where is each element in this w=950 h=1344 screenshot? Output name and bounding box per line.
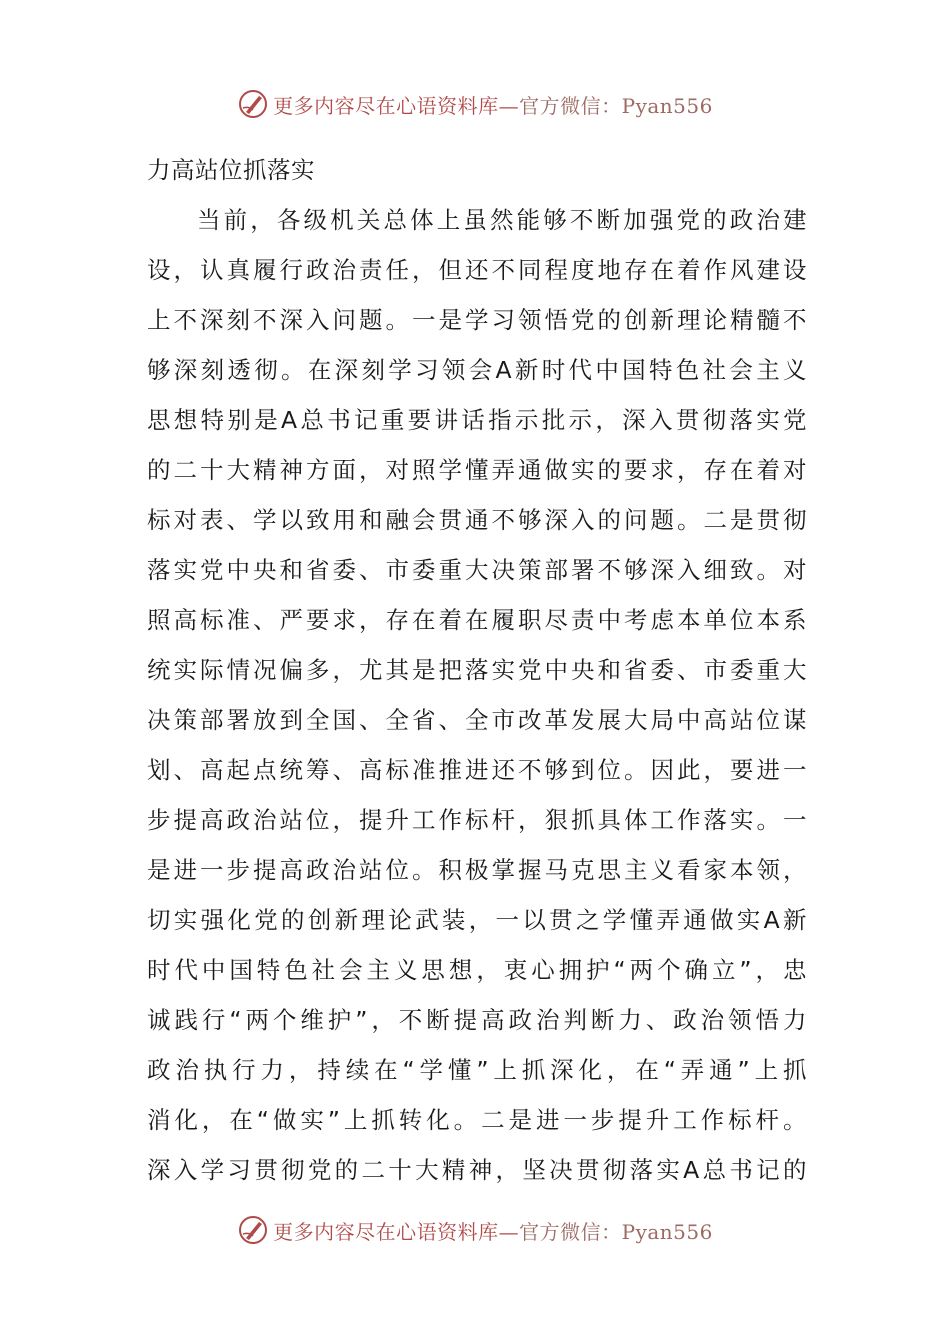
text-line: 上不深刻不深入问题。一是学习领悟党的创新理论精髓不 <box>147 306 807 334</box>
document-body <box>147 145 807 1195</box>
text-line: 统实际情况偏多，尤其是把落实党中央和省委、市委重大 <box>147 656 807 684</box>
text-line: 时代中国特色社会主义思想，衷心拥护“两个确立”，忠 <box>147 956 807 984</box>
text-line: 步提高政治站位，提升工作标杆，狠抓具体工作落实。一 <box>147 806 807 834</box>
text-line: 思想特别是A总书记重要讲话指示批示，深入贯彻落实党 <box>147 406 807 434</box>
text-line: 诚践行“两个维护”，不断提高政治判断力、政治领悟力 <box>147 1006 807 1034</box>
text-line: 是进一步提高政治站位。积极掌握马克思主义看家本领， <box>147 856 807 884</box>
text-line: 标对表、学以致用和融会贯通不够深入的问题。二是贯彻 <box>147 506 807 534</box>
text-line: 深入学习贯彻党的二十大精神，坚决贯彻落实A总书记的 <box>147 1156 807 1184</box>
pen-logo-icon <box>237 88 269 120</box>
watermark-text: 更多内容尽在心语资料库—官方微信：Pyan556 <box>273 1219 713 1244</box>
text-line: 力高站位抓落实 <box>147 156 315 184</box>
footer-watermark <box>0 1210 950 1250</box>
text-line: 切实强化党的创新理论武装，一以贯之学懂弄通做实A新 <box>147 906 807 934</box>
text-line: 设，认真履行政治责任，但还不同程度地存在着作风建设 <box>147 256 807 284</box>
watermark-text: 更多内容尽在心语资料库—官方微信：Pyan556 <box>273 93 713 118</box>
text-line: 当前，各级机关总体上虽然能够不断加强党的政治建 <box>197 206 807 234</box>
text-line: 划、高起点统筹、高标准推进还不够到位。因此，要进一 <box>147 756 807 784</box>
text-line: 政治执行力，持续在“学懂”上抓深化，在“弄通”上抓 <box>147 1056 807 1084</box>
text-line: 决策部署放到全国、全省、全市改革发展大局中高站位谋 <box>147 706 807 734</box>
text-line: 够深刻透彻。在深刻学习领会A新时代中国特色社会主义 <box>147 356 807 384</box>
text-line: 落实党中央和省委、市委重大决策部署不够深入细致。对 <box>147 556 807 584</box>
header-watermark <box>0 84 950 124</box>
text-line: 的二十大精神方面，对照学懂弄通做实的要求，存在着对 <box>147 456 807 484</box>
text-line: 消化，在“做实”上抓转化。二是进一步提升工作标杆。 <box>147 1106 807 1134</box>
pen-logo-icon <box>237 1214 269 1246</box>
text-line: 照高标准、严要求，存在着在履职尽责中考虑本单位本系 <box>147 606 807 634</box>
